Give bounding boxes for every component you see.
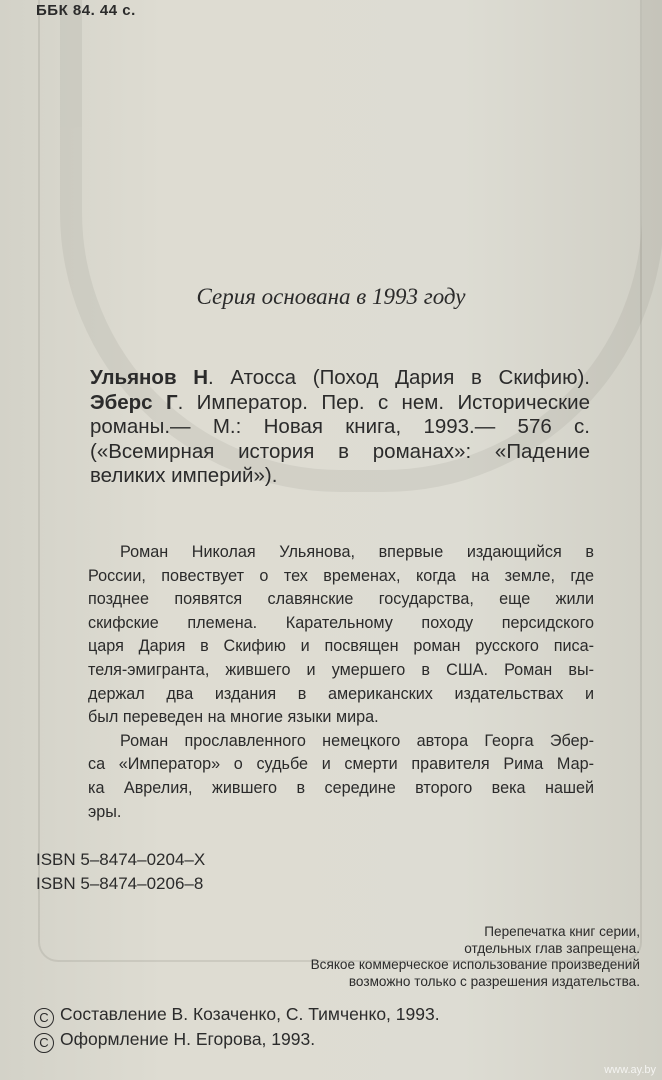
isbn-block bbox=[36, 848, 205, 896]
annotation-line: Роман прославленного немецкого автора Георга Эбер- bbox=[120, 731, 594, 750]
biblio-line: романы.— М.: Новая книга, 1993.— 576 с. bbox=[90, 415, 590, 438]
annotation-line: России, повествует о тех временах, когда на земле, где bbox=[88, 566, 594, 585]
annotation-line: позднее появятся славянские государства, еще жили bbox=[88, 590, 594, 609]
copyright-block bbox=[34, 1003, 440, 1053]
notice-line: Перепечатка книг серии, bbox=[484, 924, 640, 939]
annotation-line: Роман Николая Ульянова, впервые издающийся в bbox=[120, 543, 594, 561]
author-name: Эберс Г bbox=[90, 390, 178, 414]
watermark: www.ay.by bbox=[604, 1064, 656, 1076]
annotation-line: теля-эмигранта, жившего и умершего в США. Роман вы- bbox=[88, 660, 594, 679]
annotation-line: са «Император» о судьбе и смерти правителя Рима Мар- bbox=[88, 755, 594, 774]
notice-line: отдельных глав запрещена. bbox=[464, 940, 640, 956]
author-name: Ульянов Н bbox=[90, 366, 209, 389]
biblio-line: («Всемирная история в романах»: «Падение bbox=[90, 439, 590, 463]
isbn-line: ISBN 5–8474–0204–X bbox=[36, 850, 206, 869]
annotation-line: был переведен на многие языки мира. bbox=[88, 708, 379, 727]
annotation-line: эры. bbox=[88, 802, 122, 821]
notice-line: возможно только с разрешения издательства. bbox=[348, 973, 640, 989]
annotation-line: царя Дария в Скифию и посвящен роман русского писа- bbox=[88, 637, 594, 656]
biblio-line: великих империй»). bbox=[90, 464, 278, 487]
bbk-code: ББК 84. 44 с. bbox=[36, 2, 136, 19]
copyright-line: C Составление В. Козаченко, С. Тимченко, 1993. bbox=[34, 1003, 440, 1028]
annotation-line: скифские племена. Карательному походу персидского bbox=[88, 613, 594, 632]
biblio-line: Эберс Г. Император. Пер. с нем. Исторические bbox=[90, 390, 590, 414]
annotation bbox=[88, 541, 594, 824]
series-note: Серия основана в 1993 году bbox=[196, 284, 466, 309]
copyright-line: C Оформление Н. Егорова, 1993. bbox=[34, 1028, 440, 1053]
annotation-line: ка Аврелия, жившего в середине второго века нашей bbox=[88, 778, 594, 797]
copyright-icon: C bbox=[34, 1033, 54, 1053]
notice-line: Всякое коммерческое использование произведений bbox=[310, 957, 640, 972]
copyright-icon: C bbox=[34, 1008, 54, 1028]
reprint-notice bbox=[200, 924, 640, 990]
bibliographic-record bbox=[90, 366, 590, 489]
annotation-line: держал два издания в американских издательствах и bbox=[88, 684, 594, 703]
isbn-line: ISBN 5–8474–0206–8 bbox=[36, 874, 204, 893]
biblio-line: Ульянов Н. Атосса (Поход Дария в Скифию). bbox=[90, 366, 590, 389]
